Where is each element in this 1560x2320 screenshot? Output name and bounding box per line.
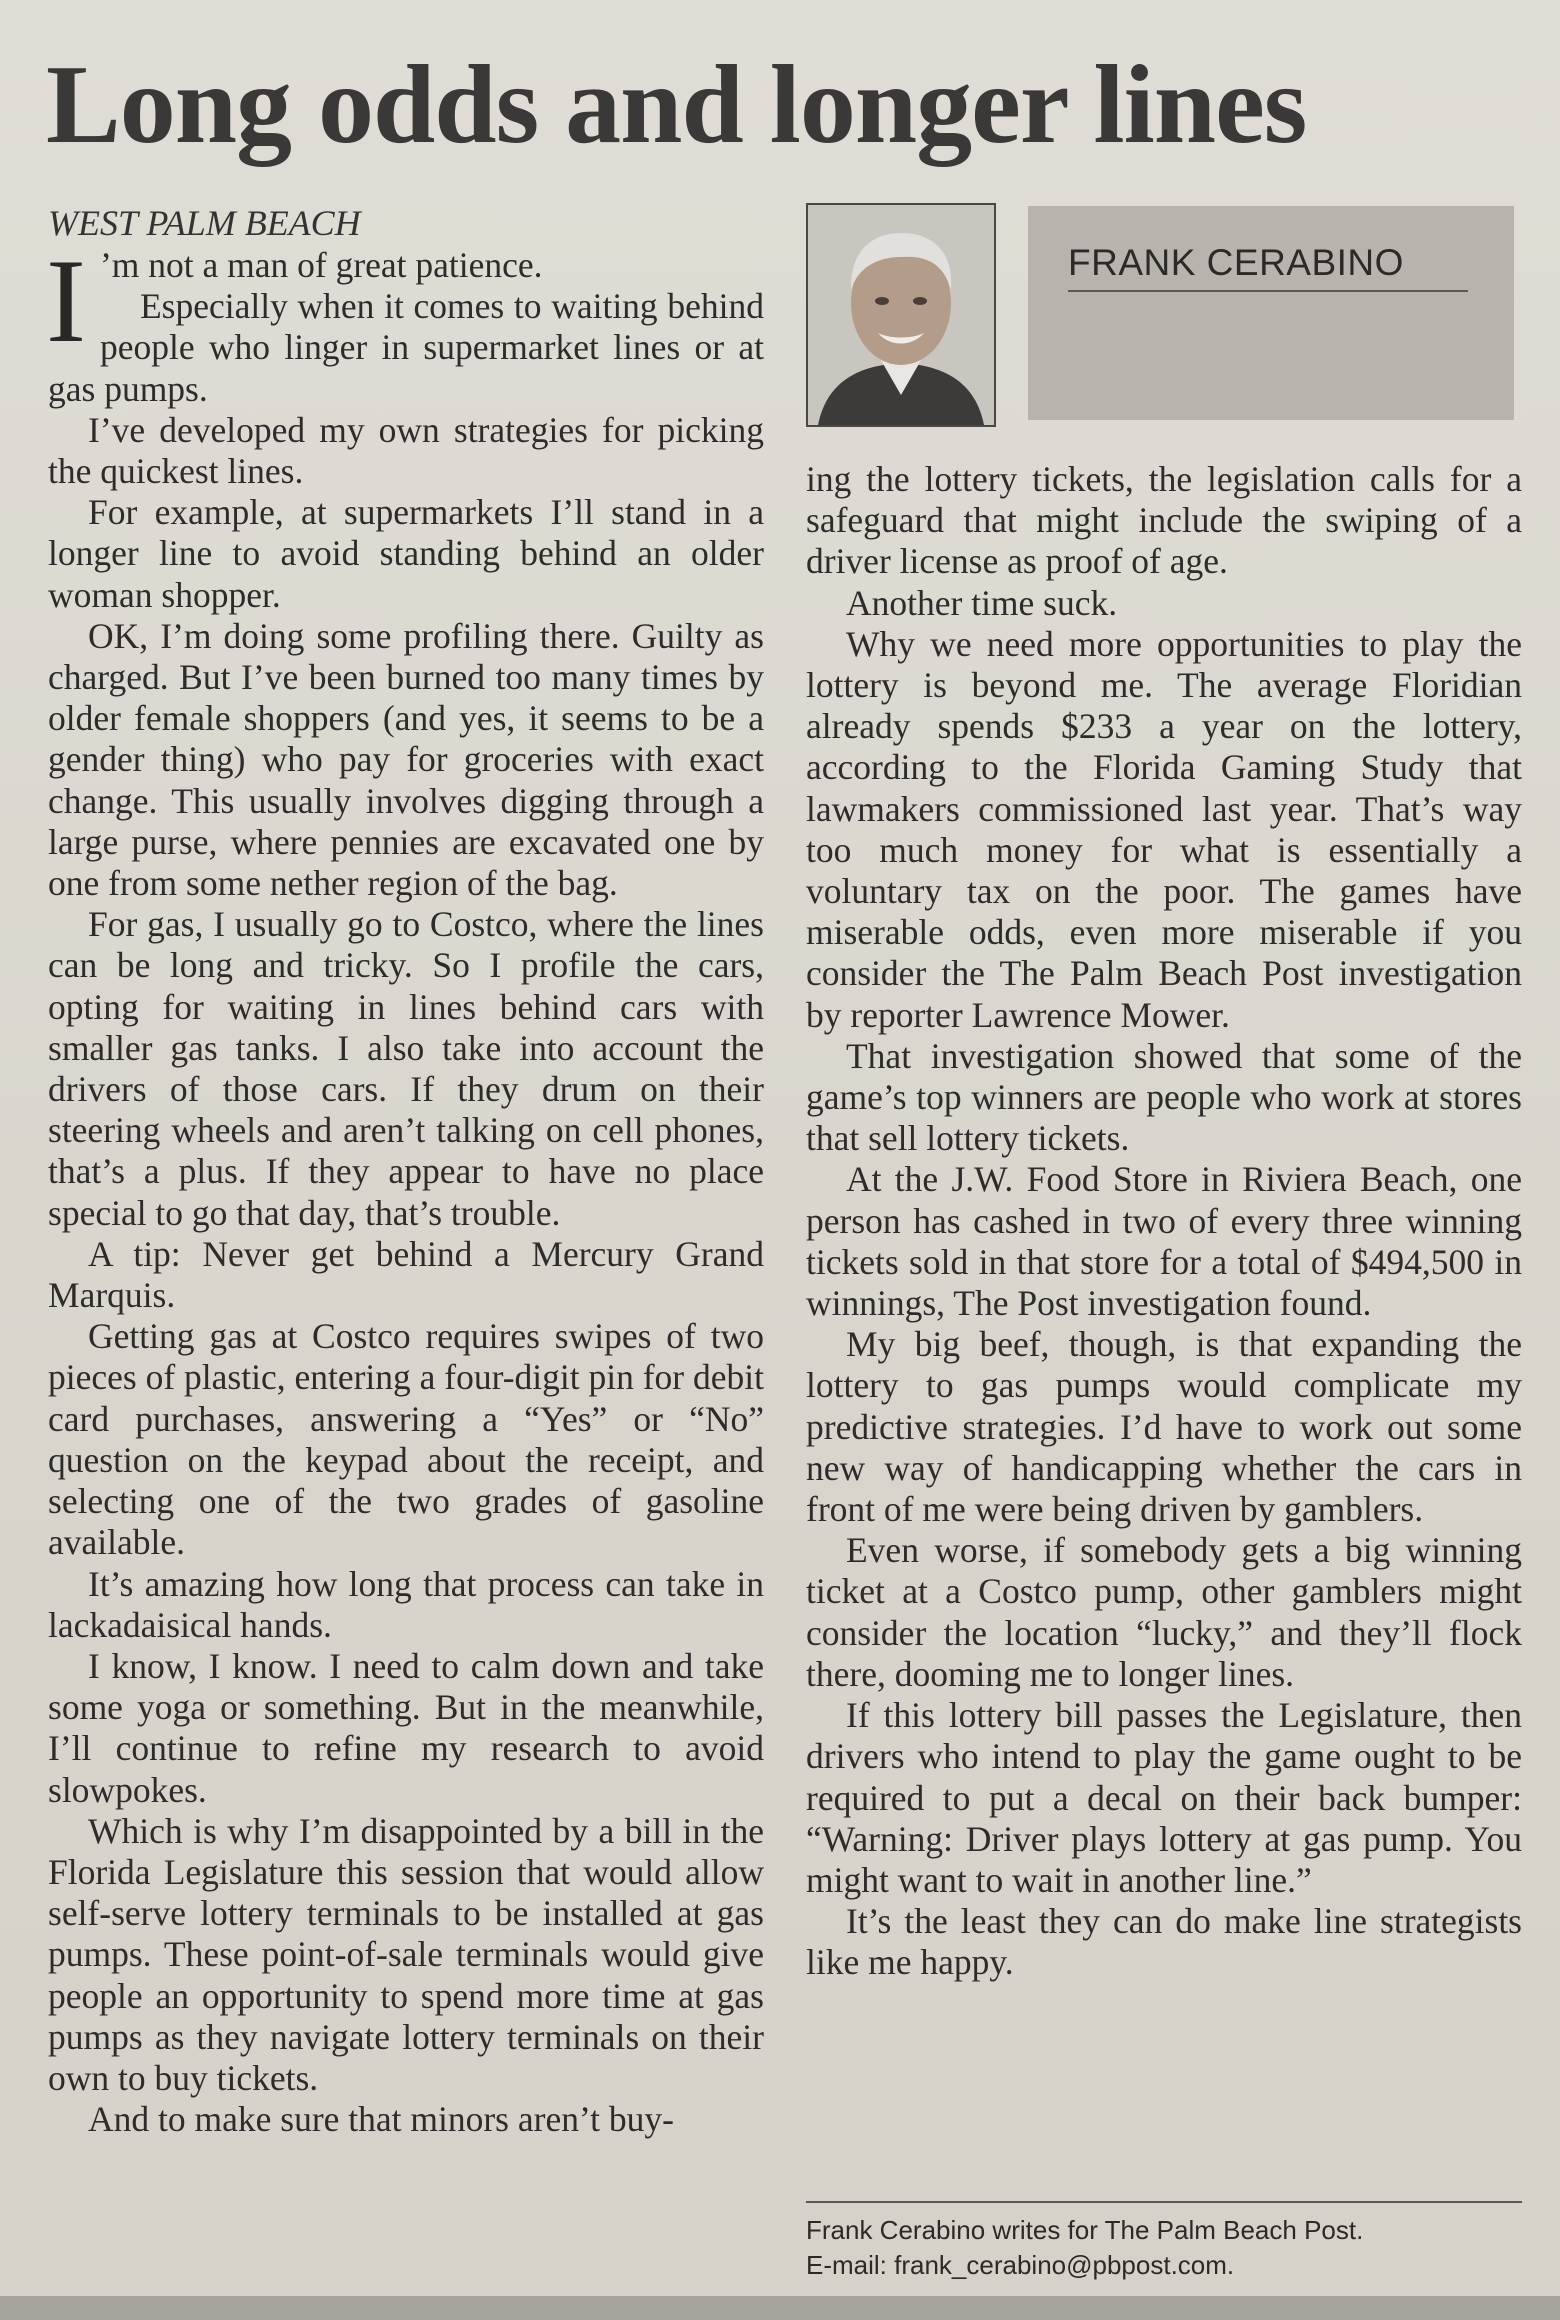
paragraph: OK, I’m doing some profiling there. Guilty as charged. But I’ve been burned too many times by older female shoppers (and yes, it seems to be a gender thing) who pay for groceries with exact change. This usually involves digging through a large purse, where pennies are excavated one by one from some nether region of the bag.: [48, 615, 764, 904]
dateline: WEST PALM BEACH: [48, 203, 361, 243]
paragraph: Especially when it comes to waiting behind people who linger in supermarket lines or at gas pumps.: [48, 286, 764, 409]
column-left: [48, 203, 764, 2140]
columnist-photo: [806, 203, 996, 427]
paragraph: It’s the least they can do make line strategists like me happy.: [806, 1901, 1522, 1983]
tagline-email: E-mail: frank_cerabino@pbpost.com.: [806, 2250, 1235, 2280]
paragraph: I’ve developed my own strategies for picking the quickest lines.: [48, 409, 764, 492]
byline-name: FRANK CERABINO: [1068, 240, 1468, 292]
portrait-icon: [808, 205, 994, 425]
paragraph: If this lottery bill passes the Legislature, then drivers who intend to play the game ought to be required to put a decal on their back bumper: “Warning: Driver plays lottery at gas pump. You might want to wait in another line.”: [806, 1695, 1522, 1900]
paragraph: A tip: Never get behind a Mercury Grand Marquis.: [48, 1233, 764, 1316]
byline-box: [1028, 206, 1514, 420]
page-edge: [0, 2296, 1560, 2320]
paragraph: Which is why I’m disappointed by a bill in the Florida Legislature this session that would allow self-serve lottery terminals to be installed at gas pumps. These point-of-sale terminals would give people an opportunity to spend more time at gas pumps as they navigate lottery terminals on their own to buy tickets.: [48, 1810, 764, 2098]
author-tagline: [806, 2213, 1522, 2283]
paragraph: My big beef, though, is that expanding the lottery to gas pumps would complicate my predictive strategies. I’d have to work out some new way of handicapping whether the cars in front of me were being driven by gamblers.: [806, 1324, 1522, 1530]
drop-cap: I: [46, 234, 86, 367]
paragraph: For example, at supermarkets I’ll stand in a longer line to avoid standing behind an older woman shopper.: [48, 492, 764, 615]
paragraph: Getting gas at Costco requires swipes of two pieces of plastic, entering a four-digit pin for debit card purchases, answering a “Yes” or “No” question on the keypad about the receipt, and selecting one of the two grades of gasoline available.: [48, 1316, 764, 1563]
tagline-rule: [806, 2201, 1522, 2203]
paragraph: That investigation showed that some of the game’s top winners are people who work at stores that sell lottery tickets.: [806, 1035, 1522, 1159]
paragraph: For gas, I usually go to Costco, where the lines can be long and tricky. So I profile the cars, opting for waiting in lines behind cars with smaller gas tanks. I also take into account the drivers of those cars. If they drum on their steering wheels and aren’t talking on cell phones, that’s a plus. If they appear to have no place special to go that day, that’s trouble.: [48, 904, 764, 1233]
headline: Long odds and longer lines: [46, 43, 1307, 167]
lead-text: ’m not a man of great patience.: [99, 245, 543, 285]
paragraph-continuation: ing the lottery tickets, the legislation calls for a safeguard that might include the swiping of a driver license as proof of age.: [806, 459, 1522, 582]
paragraph: Another time suck.: [846, 582, 1118, 623]
column-right: [806, 459, 1522, 1984]
tagline-line: Frank Cerabino writes for The Palm Beach Post.: [806, 2215, 1364, 2245]
paragraph: And to make sure that minors aren’t buy-: [88, 2099, 674, 2140]
paragraph: At the J.W. Food Store in Riviera Beach, one person has cashed in two of every three winning tickets sold in that store for a total of $494,500 in winnings, The Post investigation found.: [806, 1159, 1522, 1324]
paragraph: Even worse, if somebody gets a big winning ticket at a Costco pump, other gamblers might consider the location “lucky,” and they’ll flock there, dooming me to longer lines.: [806, 1530, 1522, 1694]
paragraph: I know, I know. I need to calm down and take some yoga or something. But in the meanwhile, I’ll continue to refine my research to avoid slowpokes.: [48, 1645, 764, 1810]
paragraph: It’s amazing how long that process can take in lackadaisical hands.: [48, 1563, 764, 1645]
paragraph: Why we need more opportunities to play the lottery is beyond me. The average Floridian already spends $233 a year on the lottery, according to the Florida Gaming Study that lawmakers commissioned last year. That’s way too much money for what is essentially a voluntary tax on the poor. The games have miserable odds, even more miserable if you consider the The Palm Beach Post investigation by reporter Lawrence Mower.: [806, 623, 1522, 1035]
